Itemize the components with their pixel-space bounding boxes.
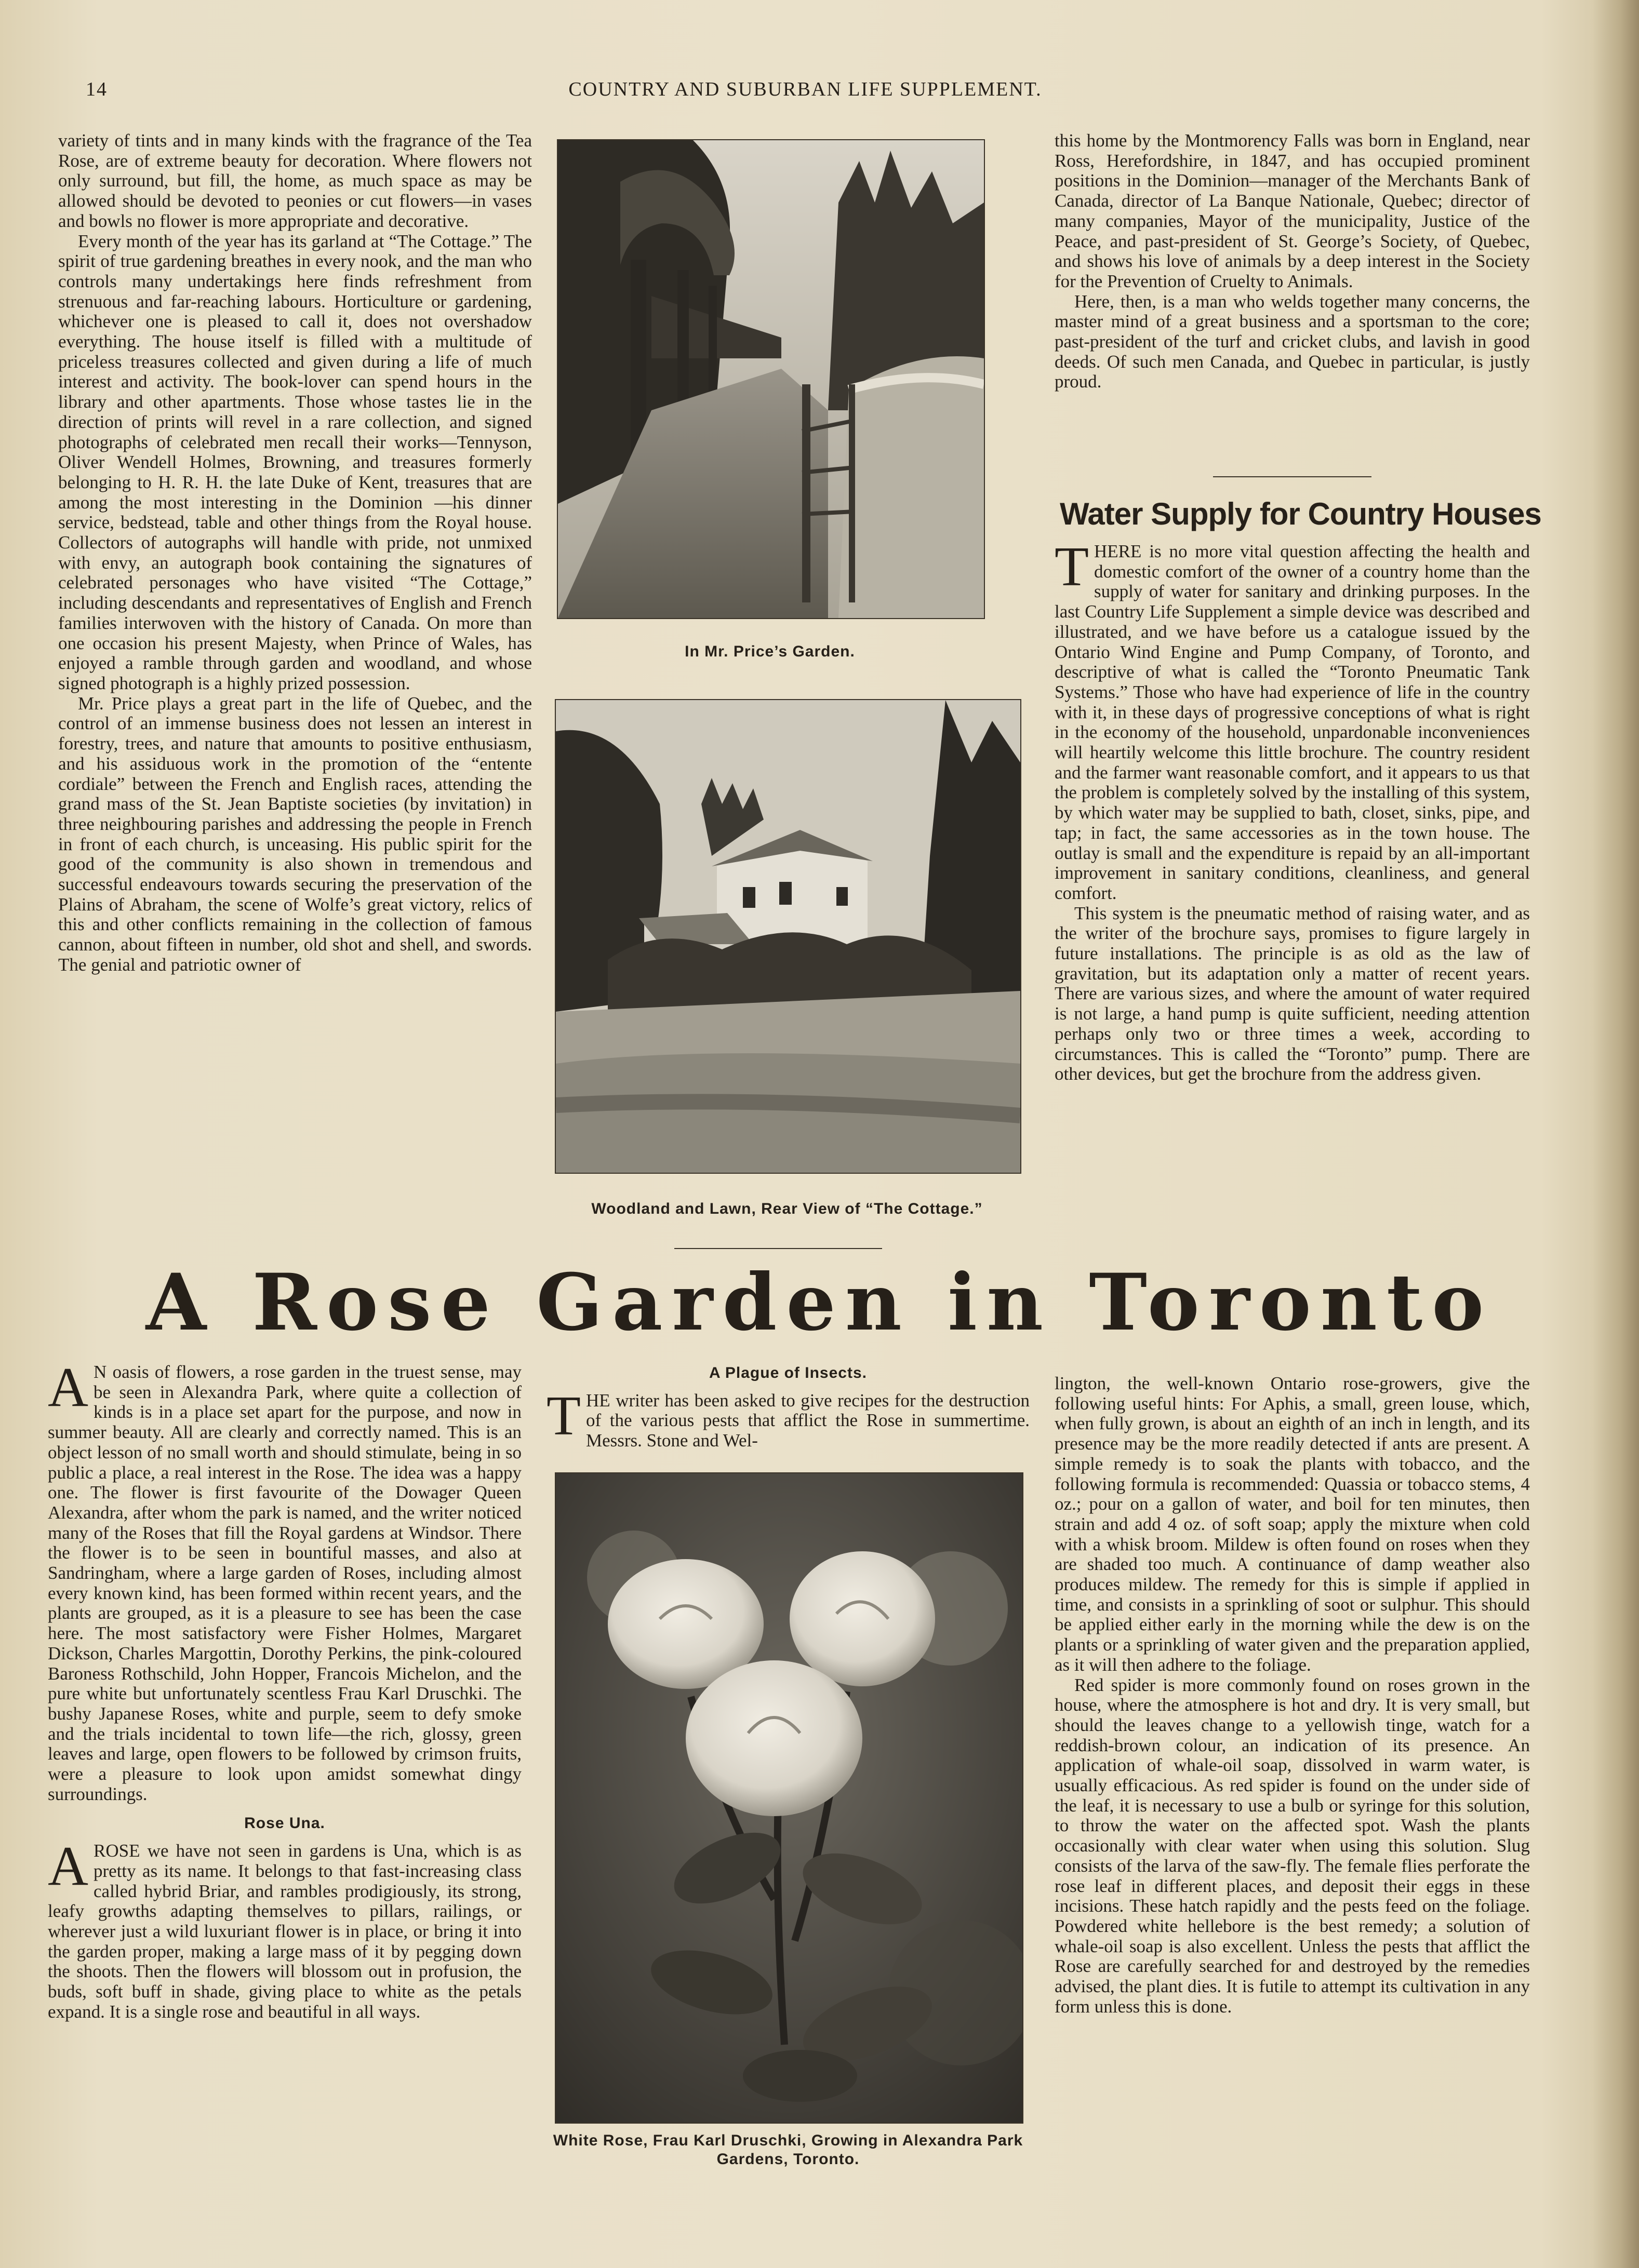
water-supply-article	[1055, 536, 1530, 1084]
garden-photo	[557, 139, 985, 619]
garden-arbor-image	[558, 140, 984, 618]
drop-cap: A	[48, 1835, 88, 1898]
garden-photo-caption: In Mr. Price’s Garden.	[685, 643, 855, 660]
drop-cap: T	[547, 1385, 581, 1447]
body-paragraph: N oasis of flowers, a rose garden in the truest sense, may be seen in Alexandra Park, where quite a collection of kinds is in a place set apart for the purpose, and now in summer beauty. All are clearly and correctly named. This is an object lesson of no small worth and should stimulate, being in so public a place, a real interest in the Rose. The idea was a happy one. The flower is first favourite of the Dowager Queen Alexandra, after whom the park is named, and the writer noticed many of the Roses that fill the Royal gardens at Windsor. There the flower is to be seen in bountiful masses, and also at Sandringham, where a large garden of Roses, including almost every known kind, has been formed within recent years, and the plants are grouped, as it is a pleasure to see has been the case here. The most satisfactory were Fisher Holmes, Margaret Dickson, Charles Margottin, Dorothy Perkins, the pink-coloured Baroness Rothschild, John Hopper, Francois Michelon, and the pure white but unfortunately scentless Frau Karl Druschki. The bushy Japanese Roses, white and purple, seem to defy smoke and the trials incidental to town life—the rich, glossy, green leaves and large, open flowers to be followed by crimson fruits, were a pleasure to look upon amidst somewhat dingy surroundings.	[48, 1362, 522, 1804]
drop-cap: A	[48, 1357, 88, 1418]
drop-cap: T	[1055, 536, 1089, 598]
body-paragraph: HE writer has been asked to give recipes for the destruction of the various pests that afflict the Rose in summertime. Messrs. Stone and Wel-	[585, 1390, 1030, 1451]
body-paragraph: Red spider is more commonly found on roses grown in the house, where the atmosphere is hot and dry. It is very small, but should the leaves change to a yellowish tinge, watch for a reddish-brown colour, an indication of its presence. An application of whale-oil soap, dissolved in warm water, is usually efficacious. As red spider is found on the under side of the leaf, it is necessary to use a bulb or syringe for this solution, to throw the water on the affected spot. Wash the plants occasionally with clear water when using this solution. Slug consists of the larva of the saw-fly. The female flies perforate the rose leaf in different places, and deposit their eggs in these incisions. These hatch rapidly and the pests feed on the foliage. Powdered white hellebore is the best remedy; a solution of whale-oil soap is also excellent. Unless the pests that afflict the Rose are carefully searched for and destroyed by the remedies advised, the plant dies. It is futile to attempt its cultivation in any form unless this is done.	[1055, 1674, 1530, 2017]
body-paragraph: Mr. Price plays a great part in the life of Quebec, and the control of an immense business does not lessen an interest in forestry, trees, and nature that amounts to positive enthusiasm, and his assiduous work in the promotion of the “entente cordiale” between the French and English races, attending the grand mass of the St. Jean Baptiste societies (by invitation) in three neighbouring parishes and addressing the people in French in front of each church, is unceasing. His public spirit for the good of the community is also shown in tremendous and successful endeavours towards securing the preservation of the Plains of Abraham, the scene of Wolfe’s great victory, relics of this and other conflicts remaining in the collection of famous cannon, about fifteen in number, old shot and shell, and swords. The genial and patriotic owner of	[58, 693, 532, 975]
plague-heading: A Plague of Insects.	[709, 1364, 867, 1381]
cottage-photo	[555, 699, 1021, 1174]
rose-left-column	[48, 1357, 522, 2022]
rose-photo	[555, 1472, 1023, 2124]
body-paragraph: HERE is no more vital question affecting the health and domestic comfort of the owner of a country home than the supply of water for sanitary and drinking purposes. In the last Country Life Supplement a simple device was described and illustrated, and we have before us a catalogue issued by the Ontario Wind Engine and Pump Company, of Toronto, and descriptive of what is called the “Toronto Pneumatic Tank Systems.” Those who have had experience of life in the country with it, in these days of progressive conceptions of what is right in the economy of the household, unpardonable inconveniences will heartily welcome this little brochure. The country resident and the farmer want reasonable comfort, and it appears to us that the problem is completely solved by the installing of this system, by which water may be supplied to bath, closet, sinks, pipe, and tap; in fact, the same accessories as in the town house. The outlay is small and the expenditure is repaid by an all-important improvement in sanitary conditions, cleanliness, and general comfort.	[1055, 541, 1530, 903]
page-number: 14	[86, 78, 108, 100]
body-paragraph: Here, then, is a man who welds together many concerns, the master mind of a great business and a sportsman to the core; past-president of the turf and cricket clubs, and lavish in good deeds. Of such men Canada, and Quebec in particular, is justly proud.	[1055, 291, 1530, 392]
page-header	[78, 78, 1533, 109]
white-rose-image	[556, 1473, 1022, 2123]
water-supply-heading: Water Supply for Country Houses	[1060, 496, 1541, 531]
rose-middle-column	[547, 1363, 1030, 1451]
rose-right-column	[1055, 1374, 1530, 2017]
running-head: COUNTRY AND SUBURBAN LIFE SUPPLEMENT.	[568, 78, 1042, 100]
binding-shadow	[1592, 0, 1639, 2268]
cottage-photo-caption: Woodland and Lawn, Rear View of “The Cottage.”	[591, 1200, 983, 1217]
body-paragraph: this home by the Montmorency Falls was born in England, near Ross, Herefordshire, in 1847, and has occupied prominent positions in the Dominion—manager of the Merchants Bank of Canada, director of La Banque Nationale, Quebec; director of many companies, Mayor of the municipality, Justice of the Peace, and past-president of St. George’s Society, of Quebec, and shows his love of animals by a deep interest in the Society for the Prevention of Cruelty to Animals.	[1055, 130, 1530, 291]
article-title: A Rose Garden in Toronto	[145, 1257, 1494, 1348]
top-right-column	[1055, 131, 1530, 392]
top-left-column	[58, 131, 532, 975]
section-divider	[1213, 476, 1371, 477]
body-paragraph: variety of tints and in many kinds with the fragrance of the Tea Rose, are of extreme beauty for decoration. Where flowers not only surround, but fill, the home, as much space as may be allowed should be devoted to peonies or cut flowers—in vases and bowls no flower is more appropriate and decorative.	[58, 130, 532, 231]
body-paragraph: Every month of the year has its garland at “The Cottage.” The spirit of true gardening breathes in every nook, and the man who controls many undertakings here finds refreshment from strenuous and far-reaching labours. Horticulture or gardening, whichever one is pleased to call it, does not overshadow everything. The house itself is filled with a multitude of priceless treasures collected and given during a life of much interest and activity. The book-lover can spend hours in the library and other apartments. Those whose tastes lie in the direction of prints will revel in a rare collection, and signed photographs of celebrated men recall their works—Tennyson, Oliver Wendell Holmes, Browning, and treasures formerly belonging to H. R. H. the late Duke of Kent, treasures that are among the most interesting in the Dominion —his dinner service, bedstead, table and other things from the Royal house. Collectors of autographs will handle with pride, not unmixed with envy, an autograph book containing the signatures of celebrated personages who have visited “The Cottage,” including descendants and representatives of English and French families interwoven with the history of Canada. On more than one occasion his present Majesty, when Prince of Wales, has enjoyed a ramble through garden and woodland, and whose signed photograph is a highly prized possession.	[58, 231, 532, 693]
body-paragraph: ROSE we have not seen in gardens is Una, which is as pretty as its name. It belongs to that fast-increasing class called hybrid Briar, and rambles prodigiously, its strong, leafy growths adapting themselves to pillars, railings, or wherever just a wild luxuriant flower is in place, or bring it into the garden proper, making a large mass of it by pegging down the shoots. Then the flowers will blossom out in profusion, the buds, soft buff in shade, giving place to white as the petals expand. It is a single rose and beautiful in all ways.	[48, 1841, 522, 2022]
body-paragraph: This system is the pneumatic method of raising water, and as the writer of the brochure says, promises to figure largely in future installations. The principle is as old as the law of gravitation, but its adaptation only a matter of recent years. There are various sizes, and where the amount of water required is not large, a hand pump is quite sufficient, needing attention perhaps only two or three times a week, according to circumstances. This is called the “Toronto” pump. There are other devices, but get the brochure from the address given.	[1055, 903, 1530, 1084]
rose-photo-caption: White Rose, Frau Karl Druschki, Growing in Alexandra Park Gardens, Toronto.	[553, 2132, 1023, 2168]
body-paragraph: lington, the well-known Ontario rose-growers, give the following useful hints: For Aphis, a small, green louse, which, when fully grown, is about an eighth of an inch in length, and its presence may be the more readily detected if ants are present. A simple remedy is to soak the plants with tobacco, and the following formula is recommended: Quassia or tobacco stems, 4 oz.; pour on a gallon of water, and boil for ten minutes, then strain and add 4 oz. of soft soap; apply the mixture when cold with a whisk broom. Mildew is often found on roses when they are shaded too much. A continuance of damp weather also produces mildew. The remedy for this is simple if applied in time, and consists in a sprinkling of soot or sulphur. This should be applied either early in the morning while the dew is on the plants or a sprinkling of water given and the preparation applied, as it will then adhere to the foliage.	[1055, 1373, 1530, 1675]
title-divider	[674, 1248, 882, 1249]
rose-una-heading: Rose Una.	[244, 1815, 325, 1832]
cottage-lawn-image	[556, 700, 1020, 1173]
